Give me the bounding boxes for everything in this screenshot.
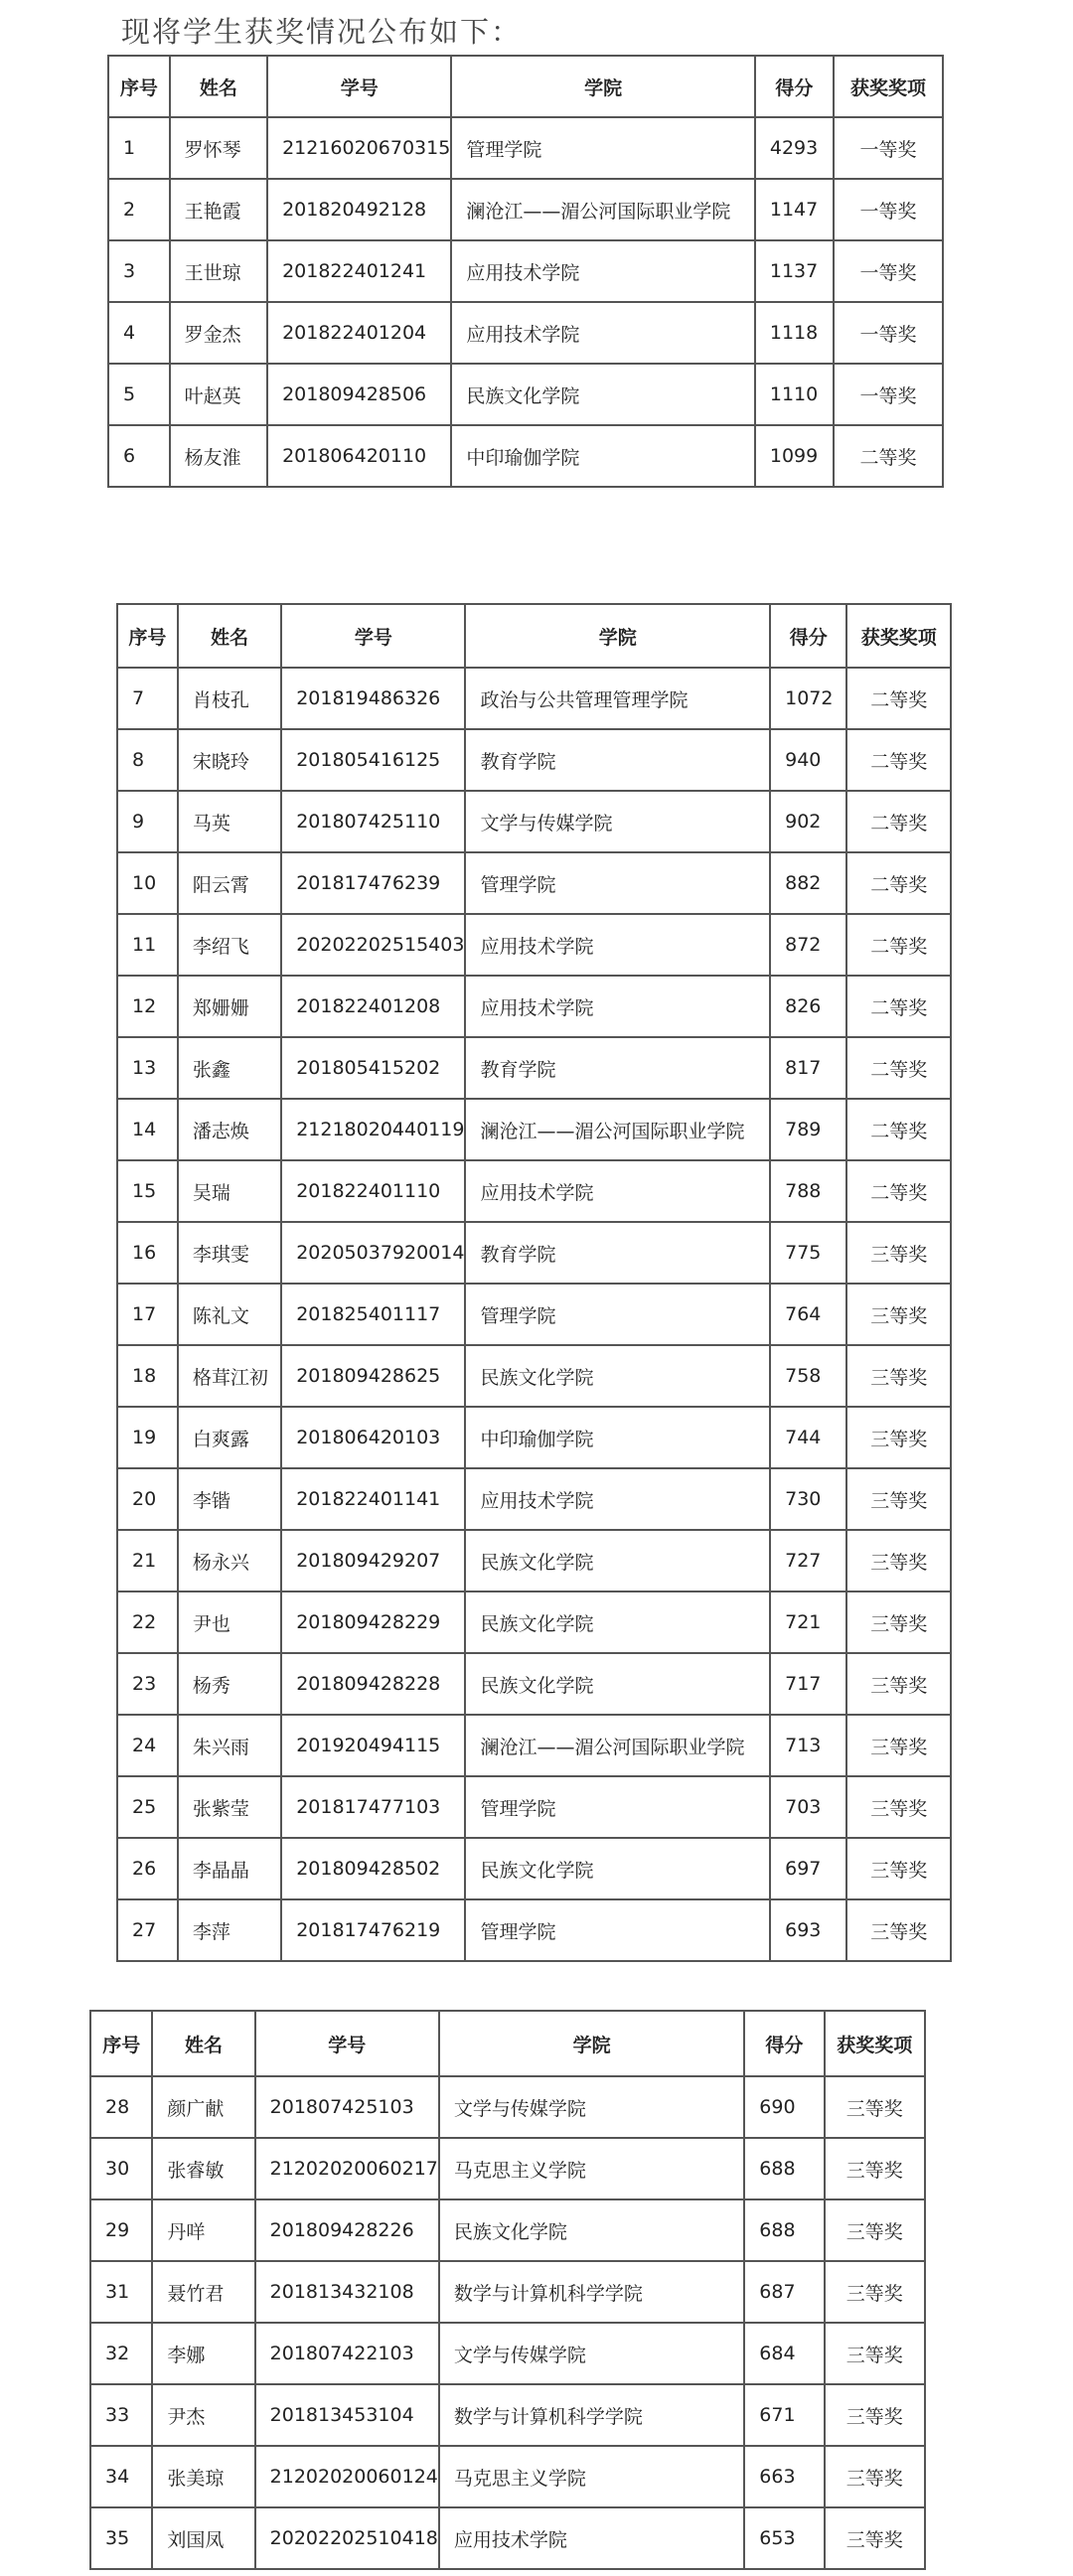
cell-student-id: 201813432108: [255, 2261, 439, 2323]
cell-score: 788: [770, 1160, 846, 1222]
cell-student-id: 201807425103: [255, 2076, 439, 2138]
cell-name: 张睿敏: [152, 2138, 254, 2199]
cell-score: 684: [744, 2323, 824, 2384]
table-row: [90, 2138, 925, 2199]
award-table-3: [89, 2010, 926, 2570]
cell-student-id: 201809428506: [267, 364, 451, 425]
table-row: [117, 791, 951, 852]
cell-score: 758: [770, 1345, 846, 1407]
table-row: [117, 976, 951, 1037]
cell-name: 肖枝孔: [178, 668, 281, 729]
cell-student-id: 201822401141: [281, 1468, 465, 1530]
cell-student-id: 201809428502: [281, 1838, 465, 1899]
cell-student-id: 201825401117: [281, 1284, 465, 1345]
cell-college: 民族文化学院: [465, 1345, 770, 1407]
table-row: [117, 1099, 951, 1160]
cell-index: 22: [117, 1591, 178, 1653]
cell-award: 三等奖: [825, 2507, 925, 2569]
cell-college: 教育学院: [465, 1222, 770, 1284]
cell-score: 775: [770, 1222, 846, 1284]
cell-college: 民族文化学院: [465, 1530, 770, 1591]
cell-score: 902: [770, 791, 846, 852]
cell-award: 三等奖: [825, 2199, 925, 2261]
cell-college: 民族文化学院: [465, 1591, 770, 1653]
cell-score: 940: [770, 729, 846, 791]
cell-name: 杨永兴: [178, 1530, 281, 1591]
cell-college: 马克思主义学院: [439, 2446, 744, 2507]
cell-college: 应用技术学院: [465, 1468, 770, 1530]
cell-college: 应用技术学院: [451, 302, 755, 364]
cell-name: 张鑫: [178, 1037, 281, 1099]
table-row: [108, 240, 943, 302]
cell-score: 697: [770, 1838, 846, 1899]
cell-college: 管理学院: [465, 1284, 770, 1345]
cell-student-id: 201806420103: [281, 1407, 465, 1468]
cell-college: 澜沧江——湄公河国际职业学院: [451, 179, 755, 240]
cell-index: 31: [90, 2261, 152, 2323]
cell-name: 郑姗姗: [178, 976, 281, 1037]
header-name: 姓名: [178, 604, 281, 668]
cell-award: 二等奖: [846, 914, 951, 976]
cell-name: 罗怀琴: [170, 117, 267, 179]
cell-award: 三等奖: [846, 1407, 951, 1468]
cell-score: 817: [770, 1037, 846, 1099]
table-header-row: [90, 2011, 925, 2076]
table-row: [117, 1899, 951, 1961]
cell-college: 民族文化学院: [465, 1838, 770, 1899]
cell-index: 11: [117, 914, 178, 976]
cell-award: 三等奖: [825, 2384, 925, 2446]
cell-award: 三等奖: [846, 1591, 951, 1653]
cell-award: 三等奖: [846, 1776, 951, 1838]
table-row: [117, 668, 951, 729]
cell-award: 一等奖: [834, 302, 943, 364]
cell-award: 三等奖: [846, 1468, 951, 1530]
table-row: [90, 2507, 925, 2569]
cell-index: 9: [117, 791, 178, 852]
cell-index: 24: [117, 1715, 178, 1776]
header-college: 学院: [439, 2011, 744, 2076]
cell-name: 白爽露: [178, 1407, 281, 1468]
cell-college: 管理学院: [465, 852, 770, 914]
table-row: [90, 2076, 925, 2138]
cell-name: 李绍飞: [178, 914, 281, 976]
cell-score: 713: [770, 1715, 846, 1776]
cell-award: 二等奖: [834, 425, 943, 487]
cell-college: 数学与计算机科学学院: [439, 2384, 744, 2446]
cell-student-id: 201819486326: [281, 668, 465, 729]
cell-award: 三等奖: [846, 1284, 951, 1345]
table-row: [117, 1407, 951, 1468]
cell-student-id: 201822401110: [281, 1160, 465, 1222]
table-row: [117, 852, 951, 914]
table-row: [108, 179, 943, 240]
cell-score: 1099: [755, 425, 834, 487]
cell-college: 中印瑜伽学院: [465, 1407, 770, 1468]
cell-award: 三等奖: [846, 1899, 951, 1961]
cell-index: 21: [117, 1530, 178, 1591]
cell-name: 聂竹君: [152, 2261, 254, 2323]
cell-award: 二等奖: [846, 852, 951, 914]
table-row: [117, 1222, 951, 1284]
cell-award: 三等奖: [825, 2138, 925, 2199]
cell-score: 872: [770, 914, 846, 976]
header-college: 学院: [465, 604, 770, 668]
cell-student-id: 201809428228: [281, 1653, 465, 1715]
cell-award: 一等奖: [834, 179, 943, 240]
cell-index: 13: [117, 1037, 178, 1099]
cell-student-id: 201822401208: [281, 976, 465, 1037]
table-row: [117, 1160, 951, 1222]
table-row: [90, 2446, 925, 2507]
header-score: 得分: [770, 604, 846, 668]
cell-award: 三等奖: [846, 1838, 951, 1899]
cell-college: 应用技术学院: [465, 1160, 770, 1222]
cell-name: 李锴: [178, 1468, 281, 1530]
table-row: [117, 729, 951, 791]
cell-score: 1072: [770, 668, 846, 729]
header-index: 序号: [90, 2011, 152, 2076]
cell-score: 693: [770, 1899, 846, 1961]
cell-college: 教育学院: [465, 729, 770, 791]
cell-student-id: 201809428625: [281, 1345, 465, 1407]
cell-college: 澜沧江——湄公河国际职业学院: [465, 1715, 770, 1776]
cell-name: 李萍: [178, 1899, 281, 1961]
cell-student-id: 21202020060217: [255, 2138, 439, 2199]
header-score: 得分: [744, 2011, 824, 2076]
cell-score: 688: [744, 2138, 824, 2199]
cell-college: 管理学院: [465, 1899, 770, 1961]
cell-student-id: 201806420110: [267, 425, 451, 487]
cell-name: 李晶晶: [178, 1838, 281, 1899]
table-row: [117, 1838, 951, 1899]
cell-name: 刘国凤: [152, 2507, 254, 2569]
cell-student-id: 201817476239: [281, 852, 465, 914]
cell-student-id: 201822401204: [267, 302, 451, 364]
cell-award: 三等奖: [825, 2446, 925, 2507]
cell-score: 730: [770, 1468, 846, 1530]
cell-college: 文学与传媒学院: [439, 2323, 744, 2384]
header-name: 姓名: [170, 56, 267, 117]
cell-index: 28: [90, 2076, 152, 2138]
cell-name: 丹咩: [152, 2199, 254, 2261]
cell-name: 李娜: [152, 2323, 254, 2384]
cell-college: 管理学院: [465, 1776, 770, 1838]
header-name: 姓名: [152, 2011, 254, 2076]
cell-index: 2: [108, 179, 170, 240]
cell-index: 20: [117, 1468, 178, 1530]
header-award: 获奖奖项: [825, 2011, 925, 2076]
cell-index: 17: [117, 1284, 178, 1345]
cell-index: 14: [117, 1099, 178, 1160]
cell-index: 10: [117, 852, 178, 914]
cell-name: 马英: [178, 791, 281, 852]
table-row: [117, 914, 951, 976]
cell-student-id: 201809428226: [255, 2199, 439, 2261]
cell-score: 687: [744, 2261, 824, 2323]
cell-index: 4: [108, 302, 170, 364]
header-student-id: 学号: [281, 604, 465, 668]
cell-name: 尹杰: [152, 2384, 254, 2446]
table-row: [108, 425, 943, 487]
cell-student-id: 21216020670315: [267, 117, 451, 179]
cell-score: 1110: [755, 364, 834, 425]
cell-name: 张美琼: [152, 2446, 254, 2507]
award-table-2: [116, 603, 952, 1962]
cell-college: 教育学院: [465, 1037, 770, 1099]
cell-score: 727: [770, 1530, 846, 1591]
cell-student-id: 21218020440119: [281, 1099, 465, 1160]
table-row: [90, 2384, 925, 2446]
cell-student-id: 201809429207: [281, 1530, 465, 1591]
cell-score: 717: [770, 1653, 846, 1715]
cell-student-id: 201809428229: [281, 1591, 465, 1653]
cell-index: 15: [117, 1160, 178, 1222]
cell-award: 一等奖: [834, 240, 943, 302]
cell-index: 27: [117, 1899, 178, 1961]
table-row: [90, 2261, 925, 2323]
cell-award: 二等奖: [846, 1099, 951, 1160]
cell-index: 7: [117, 668, 178, 729]
cell-score: 690: [744, 2076, 824, 2138]
cell-score: 1137: [755, 240, 834, 302]
cell-score: 721: [770, 1591, 846, 1653]
header-score: 得分: [755, 56, 834, 117]
cell-college: 政治与公共管理管理学院: [465, 668, 770, 729]
cell-index: 18: [117, 1345, 178, 1407]
cell-student-id: 201805416125: [281, 729, 465, 791]
cell-index: 19: [117, 1407, 178, 1468]
cell-name: 阳云霄: [178, 852, 281, 914]
cell-award: 一等奖: [834, 117, 943, 179]
header-student-id: 学号: [267, 56, 451, 117]
table-row: [108, 302, 943, 364]
cell-award: 三等奖: [846, 1715, 951, 1776]
table-row: [117, 1037, 951, 1099]
table-row: [117, 1530, 951, 1591]
cell-score: 764: [770, 1284, 846, 1345]
cell-index: 35: [90, 2507, 152, 2569]
cell-student-id: 201817476219: [281, 1899, 465, 1961]
cell-student-id: 20205037920014: [281, 1222, 465, 1284]
cell-student-id: 201813453104: [255, 2384, 439, 2446]
cell-score: 671: [744, 2384, 824, 2446]
cell-college: 民族文化学院: [451, 364, 755, 425]
cell-score: 688: [744, 2199, 824, 2261]
cell-index: 3: [108, 240, 170, 302]
table-row: [117, 1715, 951, 1776]
cell-award: 三等奖: [846, 1530, 951, 1591]
cell-index: 23: [117, 1653, 178, 1715]
cell-name: 罗金杰: [170, 302, 267, 364]
cell-name: 张紫莹: [178, 1776, 281, 1838]
cell-student-id: 201822401241: [267, 240, 451, 302]
header-award: 获奖奖项: [834, 56, 943, 117]
table-row: [90, 2199, 925, 2261]
cell-index: 34: [90, 2446, 152, 2507]
cell-college: 应用技术学院: [465, 976, 770, 1037]
cell-award: 二等奖: [846, 1160, 951, 1222]
award-table-1: [107, 55, 944, 488]
cell-student-id: 201817477103: [281, 1776, 465, 1838]
table-header-row: [108, 56, 943, 117]
cell-name: 陈礼文: [178, 1284, 281, 1345]
cell-award: 二等奖: [846, 1037, 951, 1099]
cell-college: 应用技术学院: [451, 240, 755, 302]
cell-college: 澜沧江——湄公河国际职业学院: [465, 1099, 770, 1160]
cell-student-id: 201807425110: [281, 791, 465, 852]
cell-award: 二等奖: [846, 729, 951, 791]
cell-college: 文学与传媒学院: [439, 2076, 744, 2138]
cell-award: 三等奖: [825, 2261, 925, 2323]
header-student-id: 学号: [255, 2011, 439, 2076]
cell-college: 马克思主义学院: [439, 2138, 744, 2199]
cell-score: 703: [770, 1776, 846, 1838]
cell-college: 中印瑜伽学院: [451, 425, 755, 487]
cell-student-id: 201805415202: [281, 1037, 465, 1099]
cell-college: 应用技术学院: [465, 914, 770, 976]
cell-college: 管理学院: [451, 117, 755, 179]
cell-award: 三等奖: [846, 1222, 951, 1284]
cell-index: 8: [117, 729, 178, 791]
cell-student-id: 201807422103: [255, 2323, 439, 2384]
table-row: [117, 1591, 951, 1653]
table-row: [108, 117, 943, 179]
header-index: 序号: [108, 56, 170, 117]
cell-score: 1118: [755, 302, 834, 364]
table-row: [90, 2323, 925, 2384]
cell-index: 32: [90, 2323, 152, 2384]
cell-index: 30: [90, 2138, 152, 2199]
cell-award: 三等奖: [846, 1653, 951, 1715]
cell-name: 李琪雯: [178, 1222, 281, 1284]
cell-score: 882: [770, 852, 846, 914]
cell-name: 颜广献: [152, 2076, 254, 2138]
cell-student-id: 20202202510418: [255, 2507, 439, 2569]
intro-text: 现将学生获奖情况公布如下：: [121, 15, 523, 49]
cell-name: 格茸江初: [178, 1345, 281, 1407]
cell-name: 潘志焕: [178, 1099, 281, 1160]
cell-name: 王世琼: [170, 240, 267, 302]
cell-award: 二等奖: [846, 791, 951, 852]
cell-college: 民族文化学院: [465, 1653, 770, 1715]
table-row: [117, 1468, 951, 1530]
header-college: 学院: [451, 56, 755, 117]
cell-name: 王艳霞: [170, 179, 267, 240]
cell-award: 三等奖: [825, 2323, 925, 2384]
cell-index: 33: [90, 2384, 152, 2446]
header-index: 序号: [117, 604, 178, 668]
cell-score: 789: [770, 1099, 846, 1160]
cell-award: 二等奖: [846, 668, 951, 729]
cell-award: 三等奖: [825, 2076, 925, 2138]
cell-score: 744: [770, 1407, 846, 1468]
table-row: [108, 364, 943, 425]
table-row: [117, 1284, 951, 1345]
cell-score: 1147: [755, 179, 834, 240]
cell-score: 653: [744, 2507, 824, 2569]
table-row: [117, 1776, 951, 1838]
table-row: [117, 1345, 951, 1407]
cell-award: 三等奖: [846, 1345, 951, 1407]
cell-score: 826: [770, 976, 846, 1037]
cell-index: 5: [108, 364, 170, 425]
cell-index: 6: [108, 425, 170, 487]
table-row: [117, 1653, 951, 1715]
cell-name: 朱兴雨: [178, 1715, 281, 1776]
cell-name: 杨友淮: [170, 425, 267, 487]
cell-index: 26: [117, 1838, 178, 1899]
cell-index: 1: [108, 117, 170, 179]
cell-name: 尹也: [178, 1591, 281, 1653]
cell-index: 29: [90, 2199, 152, 2261]
table-header-row: [117, 604, 951, 668]
cell-index: 25: [117, 1776, 178, 1838]
cell-student-id: 201920494115: [281, 1715, 465, 1776]
cell-college: 民族文化学院: [439, 2199, 744, 2261]
cell-college: 应用技术学院: [439, 2507, 744, 2569]
cell-student-id: 201820492128: [267, 179, 451, 240]
header-award: 获奖奖项: [846, 604, 951, 668]
cell-index: 16: [117, 1222, 178, 1284]
cell-name: 杨秀: [178, 1653, 281, 1715]
cell-award: 一等奖: [834, 364, 943, 425]
cell-student-id: 21202020060124: [255, 2446, 439, 2507]
cell-college: 数学与计算机科学学院: [439, 2261, 744, 2323]
cell-name: 宋晓玲: [178, 729, 281, 791]
cell-score: 4293: [755, 117, 834, 179]
cell-index: 12: [117, 976, 178, 1037]
cell-student-id: 20202202515403: [281, 914, 465, 976]
cell-name: 吴瑞: [178, 1160, 281, 1222]
cell-score: 663: [744, 2446, 824, 2507]
cell-college: 文学与传媒学院: [465, 791, 770, 852]
cell-name: 叶赵英: [170, 364, 267, 425]
cell-award: 二等奖: [846, 976, 951, 1037]
